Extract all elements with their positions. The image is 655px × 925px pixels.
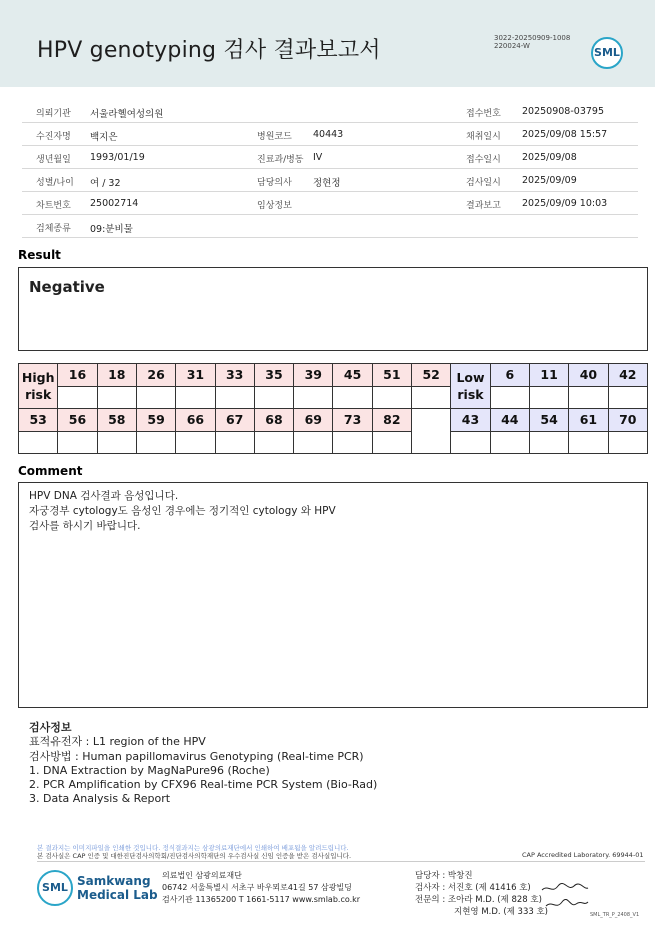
result-cell [254, 386, 293, 409]
result-heading: Result [18, 248, 61, 262]
received-value: 2025/09/08 [522, 152, 577, 163]
dept-label: 진료과/병동 [257, 155, 304, 165]
result-cell [58, 386, 97, 409]
info-row [22, 100, 638, 123]
dob-label: 생년월일 [36, 155, 71, 165]
test-info [29, 721, 377, 807]
signature-icon [540, 880, 590, 914]
result-cell [569, 431, 608, 454]
result-cell [254, 431, 293, 454]
footer-divider [37, 861, 645, 862]
low-risk-type: 61 [569, 409, 608, 432]
comment-line: HPV DNA 검사결과 음성입니다. [29, 490, 179, 502]
result-cell [136, 386, 175, 409]
result-cell [608, 386, 647, 409]
result-cell [608, 431, 647, 454]
high-risk-type: 16 [58, 364, 97, 387]
patient-value: 백지은 [90, 132, 118, 143]
high-risk-type: 67 [215, 409, 254, 432]
result-cell [97, 431, 136, 454]
staff-line: 지현영 M.D. (제 333 호) [454, 907, 549, 917]
high-risk-label-line-2: risk [25, 387, 52, 402]
brand-line-2: Medical Lab [77, 888, 158, 902]
hospital-code-label: 병원코드 [257, 132, 292, 142]
staff-line: 검사자 : 서진호 (제 41416 호) [415, 883, 531, 893]
table-row [19, 409, 648, 432]
test-info-title: 검사정보 [29, 721, 72, 734]
low-risk-type: 11 [529, 364, 568, 387]
sex-age-value: 여 / 32 [90, 178, 121, 189]
reported-label: 결과보고 [466, 201, 501, 211]
sex-age-label: 성별/나이 [36, 178, 74, 188]
sml-logo-text: SML [594, 46, 620, 59]
spacer-cell [412, 409, 451, 454]
result-cell [490, 386, 529, 409]
brand-name [77, 874, 158, 902]
low-risk-label [451, 364, 490, 409]
accreditation-notice: 본 검사실은 CAP 인증 및 대한진단검사의학회/진단검사의학재단의 우수검사실 신임 인증을 받은 검사실입니다. [37, 852, 352, 860]
comment-heading: Comment [18, 464, 83, 478]
low-risk-type: 54 [529, 409, 568, 432]
test-info-line: 검사방법 : Human papillomavirus Genotyping (Real-time PCR) [29, 749, 364, 763]
high-risk-type: 66 [176, 409, 215, 432]
info-row [22, 123, 638, 146]
result-cell [97, 386, 136, 409]
high-risk-type: 45 [333, 364, 372, 387]
result-box [18, 267, 648, 351]
result-cell [333, 386, 372, 409]
low-risk-label-line-2: risk [457, 387, 484, 402]
result-cell [19, 431, 58, 454]
info-row [22, 146, 638, 169]
dept-value: IV [313, 152, 323, 163]
specimen-label: 검체종류 [36, 224, 71, 234]
high-risk-type: 58 [97, 409, 136, 432]
high-risk-type: 73 [333, 409, 372, 432]
low-risk-type: 42 [608, 364, 647, 387]
high-risk-type: 39 [294, 364, 333, 387]
test-info-line: 표적유전자 : L1 region of the HPV [29, 735, 206, 749]
high-risk-type: 26 [136, 364, 175, 387]
tested-value: 2025/09/09 [522, 175, 577, 186]
result-cell [372, 386, 411, 409]
comment-line: 검사를 하시기 바랍니다. [29, 520, 141, 532]
tested-label: 검사일시 [466, 178, 501, 188]
cap-accreditation: CAP Accredited Laboratory. 69944-01 [522, 851, 644, 859]
received-label: 접수일시 [466, 155, 501, 165]
institution-label: 의뢰기관 [36, 109, 71, 119]
document-number-line-2: 220024-W [494, 42, 530, 50]
result-cell [529, 386, 568, 409]
doctor-label: 담당의사 [257, 178, 292, 188]
reported-value: 2025/09/09 10:03 [522, 198, 608, 209]
table-row [19, 386, 648, 409]
comment-text [29, 489, 336, 534]
print-notice: 본 결과지는 이미지파일을 인쇄한 것입니다. 정식결과지는 삼광의료재단에서 인쇄하여 배포됨을 알려드립니다. [37, 844, 349, 852]
high-risk-type: 53 [19, 409, 58, 432]
collected-label: 채취일시 [466, 132, 501, 142]
low-risk-type: 40 [569, 364, 608, 387]
low-risk-type: 44 [490, 409, 529, 432]
high-risk-type: 82 [372, 409, 411, 432]
result-cell [215, 431, 254, 454]
result-cell [412, 386, 451, 409]
high-risk-type: 35 [254, 364, 293, 387]
result-cell [136, 431, 175, 454]
collected-value: 2025/09/08 15:57 [522, 129, 608, 140]
form-number: SML_TR_P_2408_V1 [590, 912, 640, 918]
info-row [22, 192, 638, 215]
hospital-code-value: 40443 [313, 129, 344, 140]
info-row [22, 169, 638, 192]
result-cell [490, 431, 529, 454]
result-cell [176, 431, 215, 454]
receipt-no-label: 접수번호 [466, 109, 501, 119]
result-cell [529, 431, 568, 454]
document-number-line-1: 3022-20250909-1008 [494, 34, 571, 42]
specimen-value: 09:분비물 [90, 224, 133, 235]
high-risk-type: 56 [58, 409, 97, 432]
table-row [19, 364, 648, 387]
low-risk-label-line-1: Low [456, 370, 485, 385]
result-cell [58, 431, 97, 454]
high-risk-type: 33 [215, 364, 254, 387]
report-title: HPV genotyping 검사 결과보고서 [37, 38, 381, 63]
result-cell [294, 431, 333, 454]
test-info-line: 1. DNA Extraction by MagNaPure96 (Roche) [29, 763, 270, 777]
staff-list [415, 870, 548, 918]
high-risk-type: 69 [294, 409, 333, 432]
result-cell [569, 386, 608, 409]
result-cell [372, 431, 411, 454]
address-line: 06742 서울특별시 서초구 바우뫼로41길 57 삼광빌딩 [162, 883, 352, 892]
test-info-line: 3. Data Analysis & Report [29, 792, 171, 806]
receipt-no-value: 20250908-03795 [522, 106, 605, 117]
low-risk-type: 6 [490, 364, 529, 387]
address-line: 의료법인 삼광의료재단 [162, 871, 242, 880]
dob-value: 1993/01/19 [90, 152, 145, 163]
patient-label: 수진자명 [36, 132, 71, 142]
result-cell [333, 431, 372, 454]
high-risk-label-line-1: High [21, 370, 55, 385]
comment-line: 자궁경부 cytology도 음성인 경우에는 정기적인 cytology 와 HPV [29, 505, 336, 517]
test-info-line: 2. PCR Amplification by CFX96 Real-time PCR System (Bio-Rad) [29, 778, 378, 792]
chart-value: 25002714 [90, 198, 139, 209]
clinical-label: 임상정보 [257, 201, 292, 211]
chart-label: 차트번호 [36, 201, 71, 211]
high-risk-type: 31 [176, 364, 215, 387]
result-cell [451, 431, 490, 454]
sml-footer-logo-text: SML [42, 881, 68, 894]
low-risk-type: 43 [451, 409, 490, 432]
high-risk-type: 52 [412, 364, 451, 387]
address-line: 검사기관 11365200 T 1661-5117 www.smlab.co.kr [162, 895, 361, 904]
result-value: Negative [29, 278, 105, 296]
result-cell [176, 386, 215, 409]
high-risk-type: 51 [372, 364, 411, 387]
high-risk-label [19, 364, 58, 409]
staff-line: 담당자 : 박창진 [415, 871, 473, 881]
table-row [19, 431, 648, 454]
high-risk-type: 18 [97, 364, 136, 387]
brand-line-1: Samkwang [77, 874, 151, 888]
institution-value: 서울라헬여성의원 [90, 109, 164, 120]
doctor-value: 정현정 [313, 178, 341, 189]
result-cell [294, 386, 333, 409]
info-row [22, 215, 638, 238]
document-number [494, 34, 570, 50]
genotype-table [18, 363, 648, 454]
low-risk-type: 70 [608, 409, 647, 432]
institution-address [162, 870, 360, 906]
high-risk-type: 59 [136, 409, 175, 432]
result-cell [215, 386, 254, 409]
staff-line: 전문의 : 조아라 M.D. (제 828 호) [415, 895, 542, 905]
high-risk-type: 68 [254, 409, 293, 432]
